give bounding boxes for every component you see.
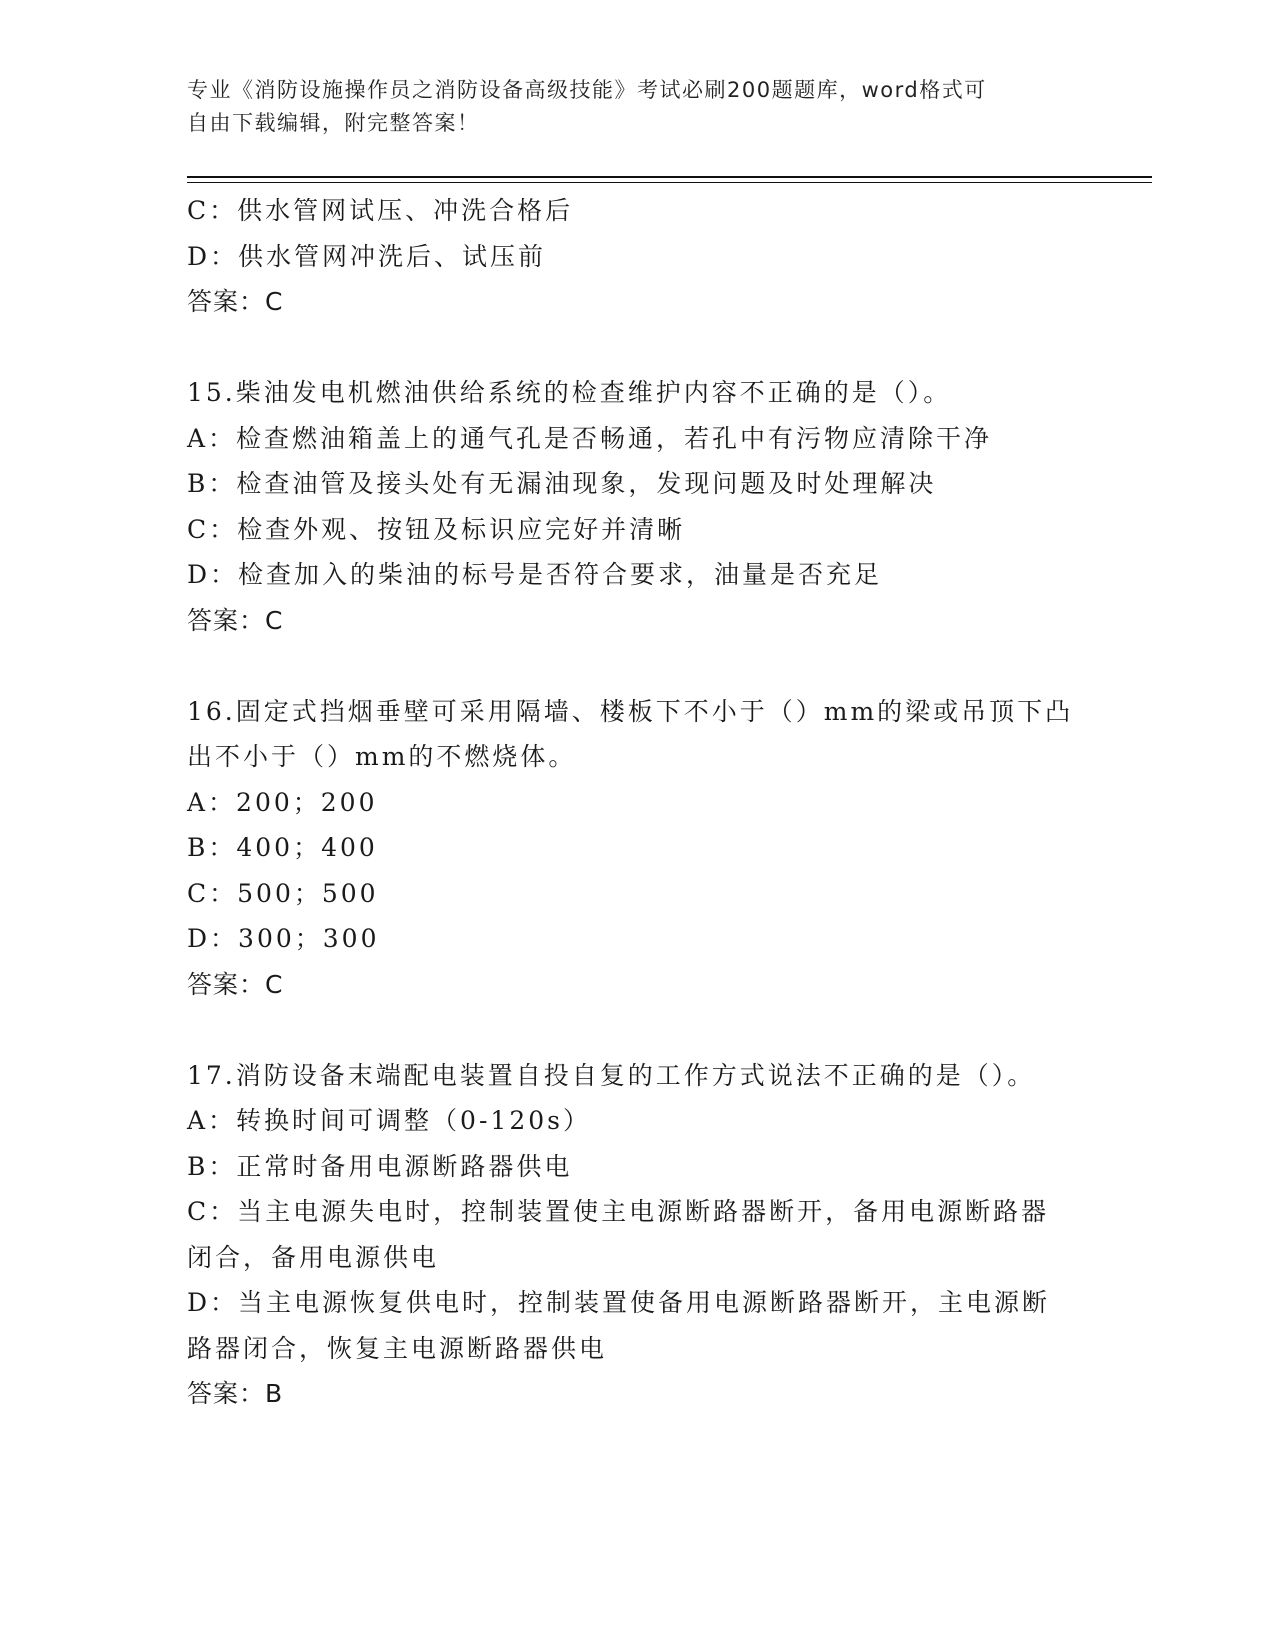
spacer	[187, 325, 1087, 371]
question-14-continued	[187, 188, 1087, 325]
answer-line: 答案：B	[187, 1379, 284, 1408]
option-c-continued: 闭合，备用电源供电	[187, 1242, 440, 1272]
question-stem-continued: 出不小于（）mm的不燃烧体。	[187, 742, 577, 771]
question-15	[187, 370, 1087, 643]
option-c: C：供水管网试压、冲洗合格后	[187, 196, 574, 225]
page-header	[187, 74, 1087, 140]
answer-line: 答案：C	[187, 605, 284, 635]
question-stem: 15.柴油发电机燃油供给系统的检查维护内容不正确的是（）。	[187, 378, 952, 407]
header-divider-thin	[187, 182, 1152, 183]
question-list	[187, 188, 1087, 1417]
option-d: D：检查加入的柴油的标号是否符合要求，油量是否充足	[187, 560, 883, 589]
option-a: A：检查燃油箱盖上的通气孔是否畅通，若孔中有污物应清除干净	[187, 423, 993, 453]
header-divider-thick	[187, 176, 1152, 178]
question-stem: 17.消防设备末端配电装置自投自复的工作方式说法不正确的是（）。	[187, 1060, 1036, 1090]
question-17	[187, 1053, 1087, 1417]
answer-line: 答案：C	[187, 287, 284, 316]
option-c: C：500；500	[187, 878, 379, 908]
option-a: A：转换时间可调整（0-120s）	[187, 1106, 591, 1135]
option-c: C：当主电源失电时，控制装置使主电源断路器断开，备用电源断路器	[187, 1197, 1050, 1226]
option-a: A：200；200	[187, 787, 378, 817]
option-d-continued: 路器闭合，恢复主电源断路器供电	[187, 1333, 608, 1363]
spacer	[187, 643, 1087, 689]
question-stem: 16.固定式挡烟垂壁可采用隔墙、楼板下不小于（）mm的梁或吊顶下凸	[187, 696, 1074, 726]
option-d: D：300；300	[187, 924, 380, 953]
option-b: B：400；400	[187, 833, 378, 862]
option-c: C：检查外观、按钮及标识应完好并清晰	[187, 514, 686, 544]
answer-line: 答案：C	[187, 969, 284, 999]
option-b: B：检查油管及接头处有无漏油现象，发现问题及时处理解决	[187, 469, 937, 498]
header-line-2: 自由下载编辑，附完整答案！	[187, 111, 480, 135]
spacer	[187, 1007, 1087, 1053]
option-d: D：当主电源恢复供电时，控制装置使备用电源断路器断开，主电源断	[187, 1288, 1051, 1317]
question-16	[187, 689, 1087, 1008]
header-line-1: 专业《消防设施操作员之消防设备高级技能》考试必刷200题题库，word格式可	[187, 78, 987, 102]
option-b: B：正常时备用电源断路器供电	[187, 1151, 573, 1181]
option-d: D：供水管网冲洗后、试压前	[187, 241, 547, 271]
